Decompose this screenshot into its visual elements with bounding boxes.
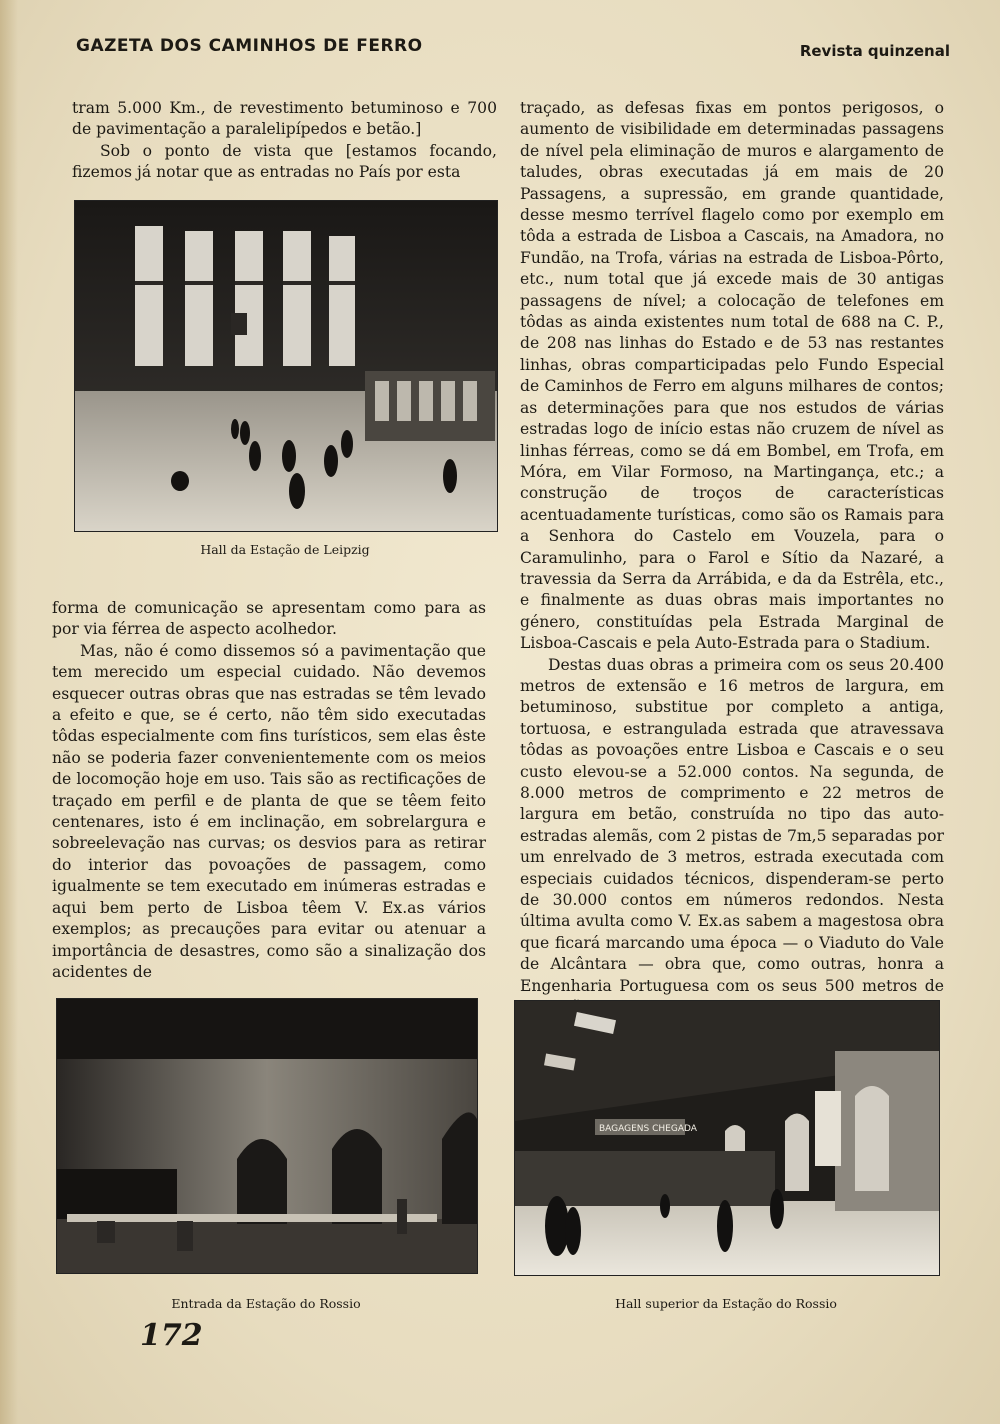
paragraph: traçado, as defesas fixas em pontos perigosos, o aumento de visibilidade em determinadas passagens de nível pela eliminação de muros e alargamento de taludes, obras executadas já em mais de 20 Passagens, a supressão, em grande quantidade, desse mesmo terrível flagelo como por exemplo em tôda a estrada de Lisboa a Cascais, na Amadora, no Fundão, na Trofa, várias na estrada de Lisboa-Pôrto, etc., num total que já excede mais de 30 antigas passagens de nível; a colocação de telefones em tôdas as ainda existentes num total de 688 na C. P., de 208 nas linhas do Estado e de 53 nas restantes linhas, obras comparticipadas pelo Fundo Especial de Caminhos de Ferro em alguns milhares de contos; as determinações para que nos estudos de várias estradas logo de início estas não cruzem de nível as linhas férreas, como se dá em Bombel, em Trofa, em Móra, em Vilar Formoso, na Martingança, etc.; a construção de troços de características acentuadamente turísticas, como são os Ramais para a Senhora do Castelo em Vouzela, para o Caramulinho, para o Farol e Sítio da Nazaré, a travessia da Serra da Arrábida, e da da Estrêla, etc., e finalmente as duas obras mais importantes no género, constituídas pela Estrada Marginal de Lisboa-Cascais e pela Auto-Estrada para o Stadium. [520,99,944,653]
paragraph: Destas duas obras a primeira com os seus 20.400 metros de extensão e 16 metros de largura, em betuminoso, substitue por completo a antiga, tortuosa, e estrangulada estrada que atravessava tôdas as povoações entre Lisboa e Cascais e o seu custo elevou-se a 52.000 contos. Na segunda, de 8.000 metros de comprimento e 22 metros de largura em betão, construída no tipo das auto-estradas alemãs, com 2 pistas de 7m,5 separadas por um enrelvado de 3 metros, estrada executada com especiais cuidados técnicos, dispenderam-se perto de 30.000 contos em números redondos. Nesta última avulta como V. Ex.as sabem a magestosa obra que ficará marcando uma época — o Viaduto do Vale de Alcântara — obra que, como outras, honra a Engenharia Portuguesa com os seus 500 metros de [520,655,944,995]
paragraph: Sob o ponto de vista que [estamos focando, fizemos já notar que as entradas no País por esta [72,141,497,182]
left-column-top-text [72,98,497,184]
station-sign-text: BAGAGENS CHEGADA [599,1124,697,1134]
journal-subtitle: Revista quinzenal [799,42,950,60]
page-number: 172 [140,1318,203,1353]
journal-title: GAZETA DOS CAMINHOS DE FERRO [76,36,423,56]
paragraph: tram 5.000 Km., de revestimento betuminoso e 700 de pavimentação a paralelipípedos e betão.] [72,99,497,139]
right-column-text [520,98,944,1018]
photo-leipzig-hall [74,200,498,532]
photo-rossio-entrance [56,998,478,1274]
paragraph: forma de comunicação se apresentam como para as por via férrea de aspecto acolhedor. [52,599,486,639]
caption-leipzig: Hall da Estação de Leipzig [200,542,370,557]
photo-rossio-upper-hall [514,1000,940,1276]
page-edge-shadow [0,0,18,1424]
paragraph: Mas, não é como dissemos só a pavimentação que tem merecido um especial cuidado. Não devemos esquecer outras obras que nas estradas se têm levado a efeito e que, se é certo, não têm sido executadas tôdas especialmente com fins turísticos, sem elas êste não se poderia fazer convenientemente com os meios de locomoção hoje em uso. Tais são as rectificações de traçado em perfil e de planta de que se têem feito centenares, isto é em inclinação, em sobrelargura e sobreelevação nas curvas; os desvios para as retirar do interior das povoações de passagem, como igualmente se tem executado em inúmeras estradas e aqui bem perto de Lisboa têem V. Ex.as vários exemplos; as precauções para evitar ou atenuar a importância de desastres, como são a sinalização dos acidentes de [52,641,486,981]
caption-rossio-upper-hall: Hall superior da Estação do Rossio [615,1296,837,1311]
caption-rossio-entrance: Entrada da Estação do Rossio [171,1296,361,1311]
left-column-mid-text [52,598,486,983]
